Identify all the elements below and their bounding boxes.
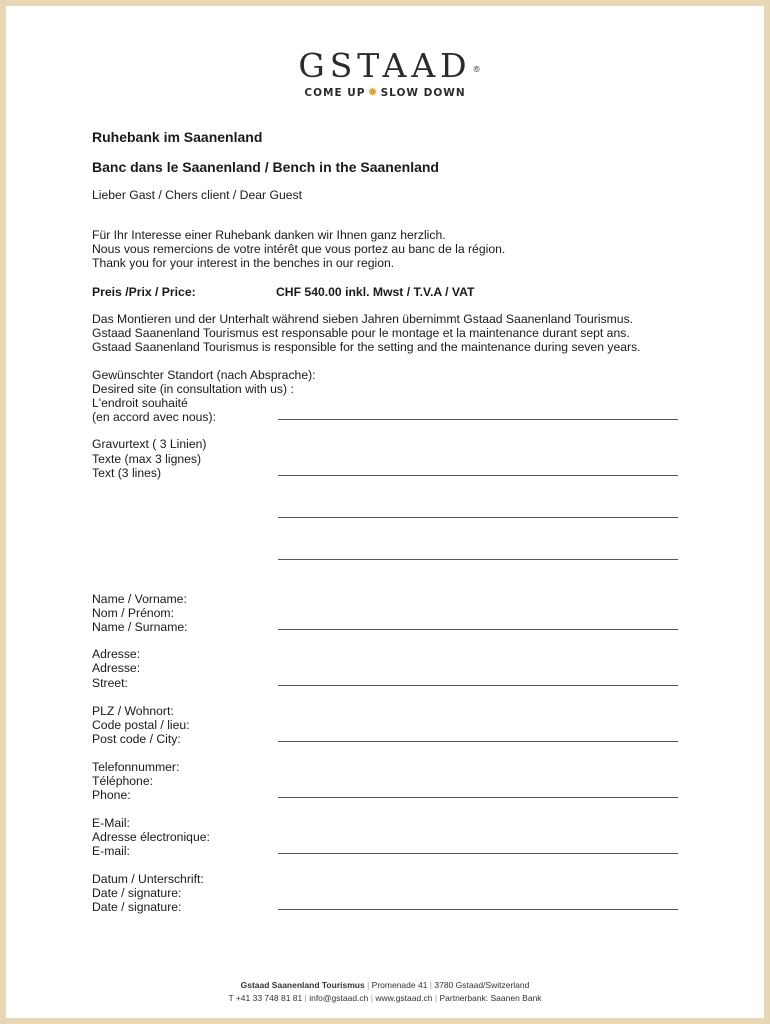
site-field-line[interactable] xyxy=(278,419,678,420)
signature-label: Date / signature: xyxy=(92,886,182,900)
name-label: Name / Surname: xyxy=(92,620,188,634)
footer-line-1: Gstaad Saanenland Tourismus | Promenade 41 | 3780 Gstaad/Switzerland xyxy=(240,980,530,990)
site-label: Gewünschter Standort (nach Absprache): xyxy=(92,368,316,382)
phone-field-line[interactable] xyxy=(278,797,678,798)
logo-tagline: COME UP ✹ SLOW DOWN xyxy=(304,85,466,99)
site-label: L'endroit souhaité xyxy=(92,396,188,410)
postcode-label: PLZ / Wohnort: xyxy=(92,704,174,718)
engraving-line-2[interactable] xyxy=(278,517,678,518)
footer-web-link[interactable]: www.gstaad.ch xyxy=(375,993,433,1003)
footer-phone: T +41 33 748 81 81 xyxy=(228,993,303,1003)
site-label: Desired site (in consultation with us) : xyxy=(92,382,294,396)
maintenance-line: Das Montieren und der Unterhalt während sieben Jahren übernimmt Gstaad Saanenland Tourismus. xyxy=(92,312,634,326)
address-field-line[interactable] xyxy=(278,685,678,686)
doc-subtitle: Banc dans le Saanenland / Bench in the Saanenland xyxy=(92,159,439,175)
price-label: Preis /Prix / Price: xyxy=(92,285,196,299)
engraving-line-1[interactable] xyxy=(278,475,678,476)
footer-address: Promenade 41 xyxy=(371,980,428,990)
engraving-line-3[interactable] xyxy=(278,559,678,560)
logo-wordmark: GSTAAD ® xyxy=(298,46,481,85)
postcode-label: Post code / City: xyxy=(92,732,181,746)
footer-email-link[interactable]: info@gstaad.ch xyxy=(309,993,369,1003)
greeting: Lieber Gast / Chers client / Dear Guest xyxy=(92,188,302,202)
footer-org: Gstaad Saanenland Tourismus xyxy=(240,980,365,990)
phone-label: Telefonnummer: xyxy=(92,760,180,774)
document-page xyxy=(6,6,764,1018)
postcode-label: Code postal / lieu: xyxy=(92,718,190,732)
footer-city: 3780 Gstaad/Switzerland xyxy=(434,980,530,990)
name-label: Nom / Prénom: xyxy=(92,606,174,620)
email-field-line[interactable] xyxy=(278,853,678,854)
site-label: (en accord avec nous): xyxy=(92,410,216,424)
phone-label: Téléphone: xyxy=(92,774,153,788)
intro-line: Thank you for your interest in the benches in our region. xyxy=(92,256,395,270)
email-label: Adresse électronique: xyxy=(92,830,210,844)
email-label: E-mail: xyxy=(92,844,130,858)
gstaad-logo xyxy=(0,48,770,99)
engraving-label: Texte (max 3 lignes) xyxy=(92,452,202,466)
sun-icon: ✹ xyxy=(367,85,379,99)
phone-label: Phone: xyxy=(92,788,131,802)
intro-line: Für Ihr Interesse einer Ruhebank danken wir Ihnen ganz herzlich. xyxy=(92,228,446,242)
footer-line-2: T +41 33 748 81 81 | info@gstaad.ch | www.gstaad.ch | Partnerbank: Saanen Bank xyxy=(228,993,542,1003)
engraving-label: Text (3 lines) xyxy=(92,466,162,480)
address-label: Adresse: xyxy=(92,661,141,675)
signature-label: Datum / Unterschrift: xyxy=(92,872,204,886)
maintenance-line: Gstaad Saanenland Tourismus est responsable pour le montage et la maintenance durant sept ans. xyxy=(92,326,630,340)
name-label: Name / Vorname: xyxy=(92,592,187,606)
maintenance-line: Gstaad Saanenland Tourismus is responsible for the setting and the maintenance during seven years. xyxy=(92,340,641,354)
footer-partner: Partnerbank: Saanen Bank xyxy=(439,993,542,1003)
name-field-line[interactable] xyxy=(278,629,678,630)
email-label: E-Mail: xyxy=(92,816,130,830)
postcode-field-line[interactable] xyxy=(278,741,678,742)
signature-field-line[interactable] xyxy=(278,909,678,910)
signature-label: Date / signature: xyxy=(92,900,182,914)
address-label: Adresse: xyxy=(92,647,141,661)
engraving-label: Gravurtext ( 3 Linien) xyxy=(92,437,207,451)
price-value: CHF 540.00 inkl. Mwst / T.V.A / VAT xyxy=(276,285,475,299)
address-label: Street: xyxy=(92,676,128,690)
doc-title: Ruhebank im Saanenland xyxy=(92,129,263,145)
intro-line: Nous vous remercions de votre intérêt que vous portez au banc de la région. xyxy=(92,242,506,256)
